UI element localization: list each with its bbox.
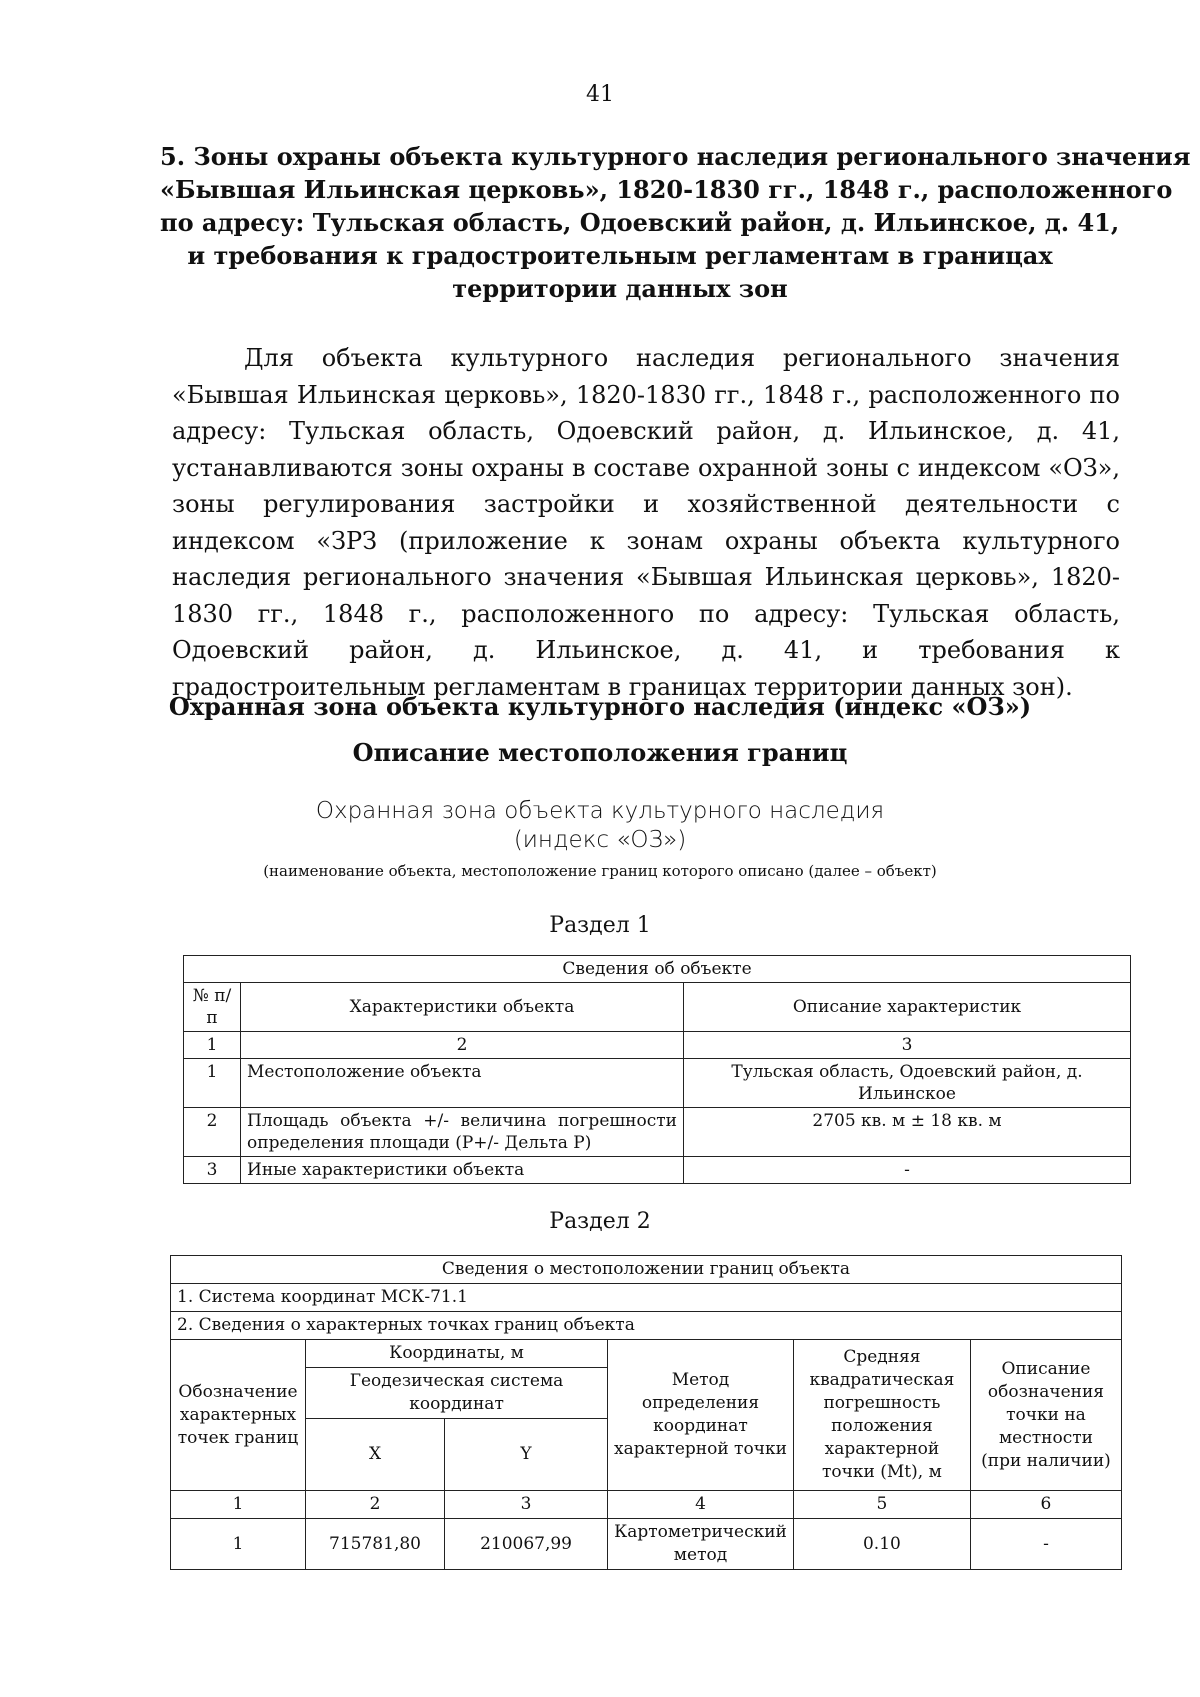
table-row (171, 1284, 1122, 1312)
table-header: Сведения о местоположении границ объекта (171, 1256, 1122, 1284)
subheading-boundary-description: Описание местоположения границ (352, 738, 848, 767)
row-number: 2 (184, 1108, 241, 1157)
coordinate-system: 1. Система координат МСК-71.1 (171, 1284, 1122, 1312)
row-x: 715781,80 (306, 1519, 445, 1570)
row-characteristic: Местоположение объекта (241, 1059, 684, 1108)
row-description: - (684, 1157, 1131, 1184)
column-header-geodetic: Геодезическая система координат (306, 1368, 608, 1419)
row-y: 210067,99 (445, 1519, 608, 1570)
row-number: 1 (184, 1059, 241, 1108)
points-header: 2. Сведения о характерных точках границ объекта (171, 1312, 1122, 1340)
title-line: по адресу: Тульская область, Одоевский район, д. Ильинское, д. 41, (160, 208, 1120, 237)
title-line: территории данных зон (452, 274, 788, 303)
table-row (184, 1108, 1131, 1157)
row-description: Тульская область, Одоевский район, д. Ильинское (684, 1059, 1131, 1108)
title-line: «Бывшая Ильинская церковь», 1820-1830 гг., 1848 г., расположенного (160, 175, 1173, 204)
table-header: Сведения об объекте (184, 956, 1131, 983)
column-header-y: Y (445, 1419, 608, 1491)
section-title (160, 140, 1191, 305)
column-index: 6 (970, 1491, 1121, 1519)
table-row (184, 1157, 1131, 1184)
row-number: 3 (184, 1157, 241, 1184)
row-characteristic: Площадь объекта +/- величина погрешности определения площади (P+/- Дельта P) (241, 1108, 684, 1157)
row-location: - (970, 1519, 1121, 1570)
column-index: 2 (241, 1032, 684, 1059)
section-2-label: Раздел 2 (549, 1209, 651, 1234)
object-name-line: Охранная зона объекта культурного наследия (315, 798, 885, 824)
table-row (171, 1340, 1122, 1368)
table-row (171, 1519, 1122, 1570)
object-name-caption: (наименование объекта, местоположение границ которого описано (далее – объект) (263, 862, 937, 880)
row-method: Картометрический метод (608, 1519, 794, 1570)
object-name-line: (индекс «ОЗ») (513, 827, 687, 853)
column-index: 4 (608, 1491, 794, 1519)
table-row (171, 1256, 1122, 1284)
column-index: 2 (306, 1491, 445, 1519)
column-header-x: X (306, 1419, 445, 1491)
column-header-method: Метод определения координат характерной точки (608, 1340, 794, 1491)
column-header-location: Описание обозначения точки на местности (при наличии) (970, 1340, 1121, 1491)
column-index: 3 (445, 1491, 608, 1519)
row-point: 1 (171, 1519, 306, 1570)
row-error: 0.10 (793, 1519, 970, 1570)
row-description: 2705 кв. м ± 18 кв. м (684, 1108, 1131, 1157)
page-number: 41 (586, 82, 614, 107)
column-index: 5 (793, 1491, 970, 1519)
body-paragraph: Для объекта культурного наследия регионального значения «Бывшая Ильинская церковь», 1820-1830 гг., 1848 г., расположенного по адресу: Тульская область, Одоевский район, д. Ильинское, д. 41, устанавливаются зоны охраны в составе охранной зоны с индексом «ОЗ», зоны регулирования застройки и хозяйственной деятельности с индексом «ЗРЗ (приложение к зонам охраны объекта культурного наследия регионального значения «Бывшая Ильинская церковь», 1820-1830 гг., 1848 г., расположенного по адресу: Тульская область, Одоевский район, д. Ильинское, д. 41, и требования к градостроительным регламентам в границах территории данных зон). (172, 344, 1120, 701)
table-row (171, 1312, 1122, 1340)
row-characteristic: Иные характеристики объекта (241, 1157, 684, 1184)
table-row (184, 956, 1131, 983)
column-header-error: Средняя квадратическая погрешность положения характерной точки (Mt), м (793, 1340, 970, 1491)
column-index: 3 (684, 1032, 1131, 1059)
table-row (184, 983, 1131, 1032)
table-row (171, 1491, 1122, 1519)
column-index: 1 (184, 1032, 241, 1059)
column-header-designation: Обозначение характерных точек границ (171, 1340, 306, 1491)
column-index: 1 (171, 1491, 306, 1519)
section-1-label: Раздел 1 (549, 913, 651, 938)
table-row (184, 1032, 1131, 1059)
table-row (184, 1059, 1131, 1108)
title-line: и требования к градостроительным регламентам в границах (187, 241, 1053, 270)
title-line: 5. Зоны охраны объекта культурного наследия регионального значения (160, 142, 1191, 171)
column-header-number: № п/п (184, 983, 241, 1032)
column-header-coordinates: Координаты, м (306, 1340, 608, 1368)
subheading-protection-zone: Охранная зона объекта культурного наследия (индекс «ОЗ») (168, 692, 1032, 721)
column-header-description: Описание характеристик (684, 983, 1131, 1032)
boundary-points-table (170, 1255, 1122, 1570)
column-header-characteristic: Характеристики объекта (241, 983, 684, 1032)
object-info-table (183, 955, 1131, 1184)
